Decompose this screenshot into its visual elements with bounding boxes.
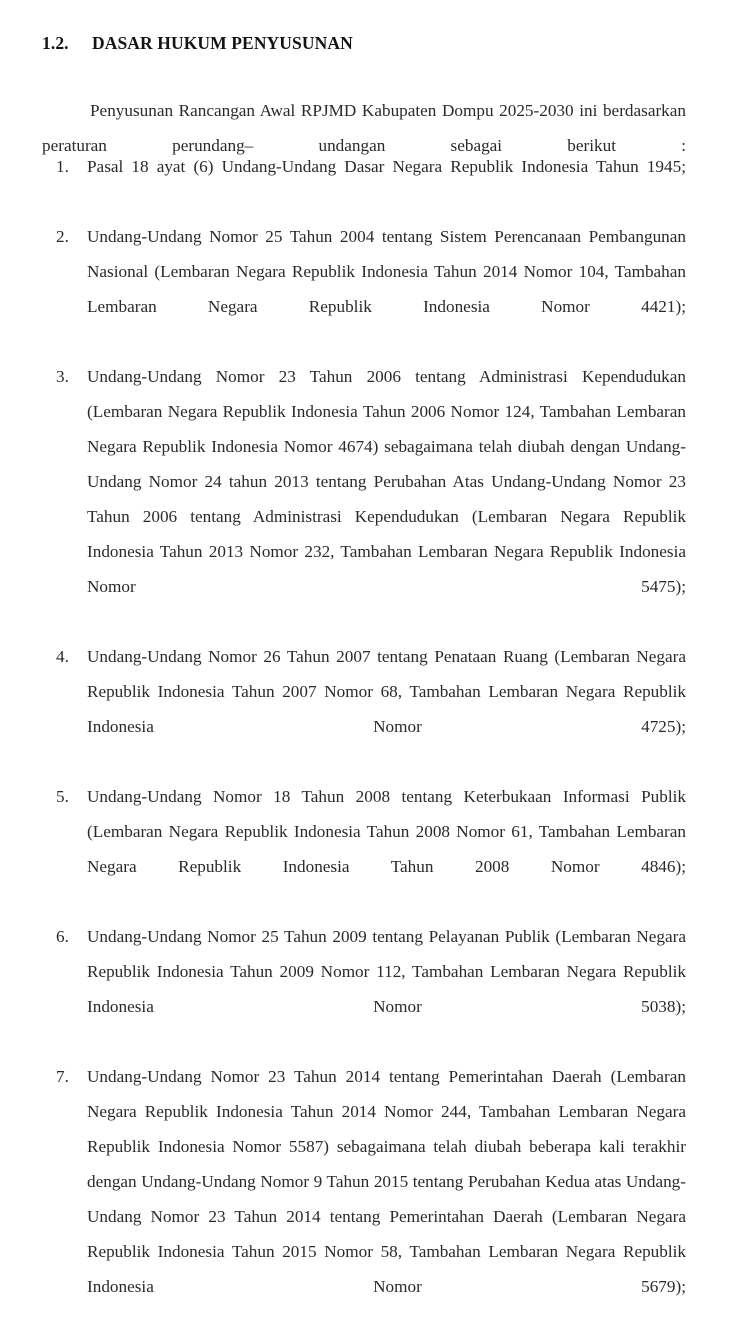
list-item-text: Undang-Undang Nomor 23 Tahun 2014 tentang Pemerintahan Daerah (Lembaran Negara Republik Indonesia Tahun 2014 Nomor 244, Tambahan Lembaran Negara Republik Indonesia Nomor 5587) sebagaimana telah diubah beberapa kali terakhir dengan Undang-Undang Nomor 9 Tahun 2015 tentang Perubahan Kedua atas Undang-Undang Nomor 23 Tahun 2014 tentang Pemerintahan Daerah (Lembaran Negara Republik Indonesia Tahun 2015 Nomor 58, Tambahan Lembaran Negara Republik Indonesia Nomor 5679); (87, 1067, 686, 1296)
section-number: 1.2. (42, 33, 69, 53)
intro-paragraph: Penyusunan Rancangan Awal RPJMD Kabupaten Dompu 2025-2030 ini berdasarkan peraturan perundang– undangan sebagai berikut : (42, 101, 686, 156)
list-item (42, 149, 686, 219)
list-item-marker: 1. (56, 157, 69, 176)
list-item-text: Pasal 18 ayat (6) Undang-Undang Dasar Negara Republik Indonesia Tahun 1945; (87, 157, 686, 176)
list-item-text: Undang-Undang Nomor 25 Tahun 2009 tentang Pelayanan Publik (Lembaran Negara Republik Indonesia Tahun 2009 Nomor 112, Tambahan Lembaran Negara Republik Indonesia Nomor 5038); (87, 927, 686, 1016)
list-item (42, 1059, 686, 1339)
section-title: DASAR HUKUM PENYUSUNAN (92, 33, 353, 53)
list-item-marker: 2. (56, 227, 69, 246)
legal-basis-list (42, 149, 686, 1339)
section-heading (42, 32, 686, 54)
list-item-marker: 3. (56, 367, 69, 386)
list-item (42, 639, 686, 779)
list-item-marker: 4. (56, 647, 69, 666)
list-item (42, 359, 686, 639)
list-item-text: Undang-Undang Nomor 25 Tahun 2004 tentang Sistem Perencanaan Pembangunan Nasional (Lembaran Negara Republik Indonesia Tahun 2014 Nomor 104, Tambahan Lembaran Negara Republik Indonesia Nomor 4421); (87, 227, 686, 316)
list-item-text: Undang-Undang Nomor 26 Tahun 2007 tentang Penataan Ruang (Lembaran Negara Republik Indonesia Tahun 2007 Nomor 68, Tambahan Lembaran Negara Republik Indonesia Nomor 4725); (87, 647, 686, 736)
list-item-marker: 5. (56, 787, 69, 806)
list-item-marker: 7. (56, 1067, 69, 1086)
list-item-text: Undang-Undang Nomor 23 Tahun 2006 tentang Administrasi Kependudukan (Lembaran Negara Republik Indonesia Tahun 2006 Nomor 124, Tambahan Lembaran Negara Republik Indonesia Nomor 4674) sebagaimana telah diubah dengan Undang-Undang Nomor 24 tahun 2013 tentang Perubahan Atas Undang-Undang Nomor 23 Tahun 2006 tentang Administrasi Kependudukan (Lembaran Negara Republik Indonesia Tahun 2013 Nomor 232, Tambahan Lembaran Negara Republik Indonesia Nomor 5475); (87, 367, 686, 596)
list-item-text: Undang-Undang Nomor 18 Tahun 2008 tentang Keterbukaan Informasi Publik (Lembaran Negara Republik Indonesia Tahun 2008 Nomor 61, Tambahan Lembaran Negara Republik Indonesia Tahun 2008 Nomor 4846); (87, 787, 686, 876)
list-item-marker: 6. (56, 927, 69, 946)
list-item (42, 779, 686, 919)
list-item (42, 219, 686, 359)
list-item (42, 919, 686, 1059)
